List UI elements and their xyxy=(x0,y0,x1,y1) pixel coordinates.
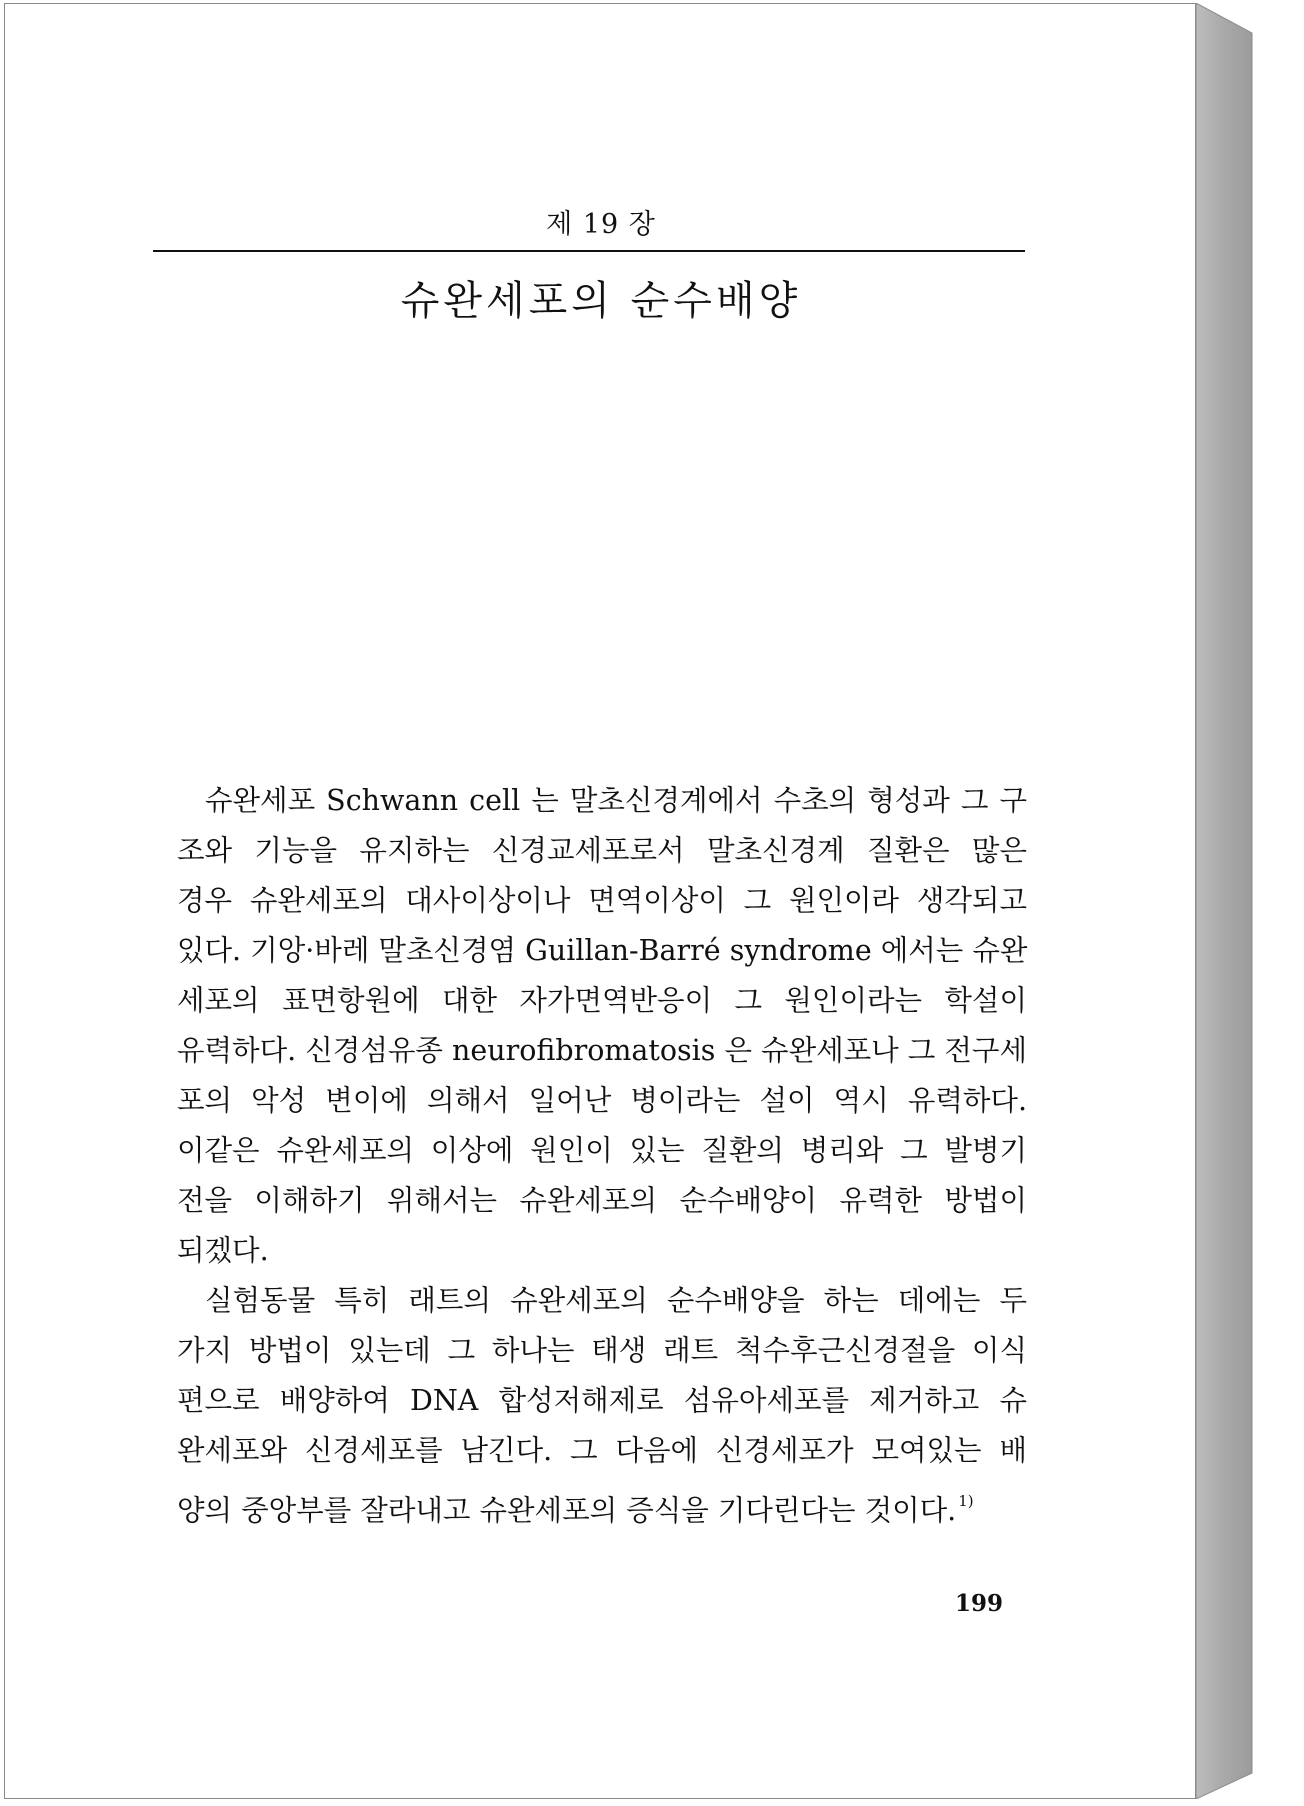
page-edge-graphic xyxy=(1196,3,1262,1799)
paragraph-1 xyxy=(149,776,1027,1276)
footnote-reference: 1) xyxy=(958,1492,974,1510)
text-line: 가지 방법이 있는데 그 하나는 태생 래트 척수후근신경절을 이식 xyxy=(177,1334,1027,1367)
page-number: 199 xyxy=(955,1590,1004,1617)
text-line: 되겠다. xyxy=(177,1234,269,1267)
text-line: 전을 이해하기 위해서는 슈완세포의 순수배양이 유력한 방법이 xyxy=(177,1184,1027,1217)
text-line: 이같은 슈완세포의 이상에 원인이 있는 질환의 병리와 그 발병기 xyxy=(177,1134,1027,1167)
text-line: 편으로 배양하여 DNA 합성저해제로 섬유아세포를 제거하고 슈 xyxy=(177,1384,1027,1417)
text-line: 조와 기능을 유지하는 신경교세포로서 말초신경계 질환은 많은 xyxy=(177,834,1027,867)
text-line: 포의 악성 변이에 의해서 일어난 병이라는 설이 역시 유력하다. xyxy=(177,1084,1027,1117)
text-line: 완세포와 신경세포를 남긴다. 그 다음에 신경세포가 모여있는 배 xyxy=(177,1434,1027,1467)
text-line: 경우 슈완세포의 대사이상이나 면역이상이 그 원인이라 생각되고 xyxy=(177,884,1027,917)
book-page xyxy=(4,3,1196,1799)
chapter-title: 슈완세포의 순수배양 xyxy=(400,278,802,324)
text-line: 유력하다. 신경섬유종 neurofibromatosis 은 슈완세포나 그 전구세 xyxy=(177,1034,1027,1067)
title-divider xyxy=(153,250,1025,252)
paragraph-2 xyxy=(149,1276,1027,1536)
book-page-edge xyxy=(1196,3,1262,1799)
body-text xyxy=(149,776,1027,1536)
text-line: 있다. 기앙·바레 말초신경염 Guillan-Barré syndrome 에서는 슈완 xyxy=(177,934,1028,967)
text-line: 실험동물 특히 래트의 슈완세포의 순수배양을 하는 데에는 두 xyxy=(205,1284,1027,1317)
text-line: 세포의 표면항원에 대한 자가면역반응이 그 원인이라는 학설이 xyxy=(177,984,1027,1017)
text-line: 양의 중앙부를 잘라내고 슈완세포의 증식을 기다린다는 것이다. xyxy=(177,1494,957,1527)
text-line: 슈완세포 Schwann cell 는 말초신경계에서 수초의 형성과 그 구 xyxy=(205,784,1027,817)
chapter-label: 제 19 장 xyxy=(546,209,656,240)
text-line-final xyxy=(149,1476,1027,1536)
